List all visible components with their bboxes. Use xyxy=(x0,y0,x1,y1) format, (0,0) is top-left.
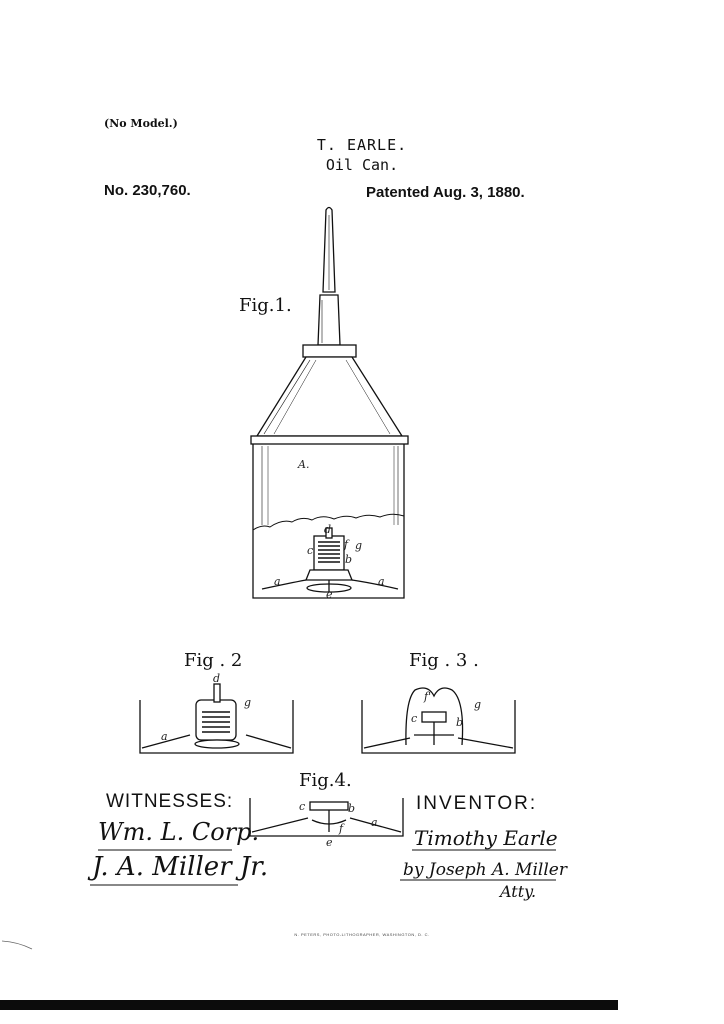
patent-title: Oil Can. xyxy=(325,156,399,174)
ref-letter-g-fig3: g xyxy=(474,698,482,711)
ref-letter-c-fig3: c xyxy=(411,712,418,725)
patent-date: Patented Aug. 3, 1880. xyxy=(366,184,525,201)
witness-2-signature: J. A. Miller Jr. xyxy=(92,852,269,882)
figure-3-drawing xyxy=(362,688,515,753)
ref-letter-a-fig1-left: a xyxy=(274,575,281,588)
scan-mark xyxy=(2,941,32,949)
inventor-name-heading: T. EARLE. xyxy=(316,136,408,154)
figure-4-label: Fig.4. xyxy=(299,770,352,791)
ref-letter-f-fig4: f xyxy=(339,822,344,835)
ref-letter-c-fig4: c xyxy=(299,800,306,813)
figure-2-label: Fig . 2 xyxy=(184,650,243,671)
ref-letter-c-fig1: c xyxy=(307,544,314,557)
ref-letter-b-fig4: b xyxy=(348,802,356,815)
figure-1-label: Fig.1. xyxy=(239,295,292,316)
ref-letter-d-fig2: d xyxy=(213,672,221,685)
ref-letter-b-fig1: b xyxy=(345,553,353,566)
ref-letter-e-fig4: e xyxy=(326,836,333,849)
witnesses-label: WITNESSES: xyxy=(106,791,234,812)
ref-letter-a-fig2: a xyxy=(161,730,168,743)
attorney-signature: by Joseph A. Miller xyxy=(403,860,567,880)
witness-1-signature: Wm. L. Corp. xyxy=(98,818,260,846)
ref-letter-g-fig1: g xyxy=(355,539,363,552)
attorney-abbreviation: Atty. xyxy=(500,882,537,901)
ref-letter-b-fig3: b xyxy=(456,716,464,729)
figure-1-oil-can-drawing xyxy=(251,208,408,599)
figure-3-label: Fig . 3 . xyxy=(409,650,479,671)
scan-bottom-bar xyxy=(0,1000,618,1010)
model-note: (No Model.) xyxy=(104,117,178,130)
figure-4-drawing xyxy=(250,798,403,836)
patent-number: No. 230,760. xyxy=(104,182,191,199)
ref-letter-a-fig4: a xyxy=(371,816,378,829)
ref-letter-f-fig1: f xyxy=(344,538,349,551)
inventor-signature: Timothy Earle xyxy=(414,826,558,850)
ref-letter-a-fig1-right: a xyxy=(378,575,385,588)
ref-letter-f-prime-fig3: f' xyxy=(424,690,432,703)
ref-letter-A: A. xyxy=(298,458,310,471)
printer-credit: N. PETERS, PHOTO-LITHOGRAPHER, WASHINGTON, D. C. xyxy=(294,932,430,937)
ref-letter-d-fig1: d xyxy=(324,523,332,536)
inventor-label: INVENTOR: xyxy=(416,793,538,814)
ref-letter-e-fig1: e xyxy=(326,588,333,601)
ref-letter-g-fig2: g xyxy=(244,696,252,709)
